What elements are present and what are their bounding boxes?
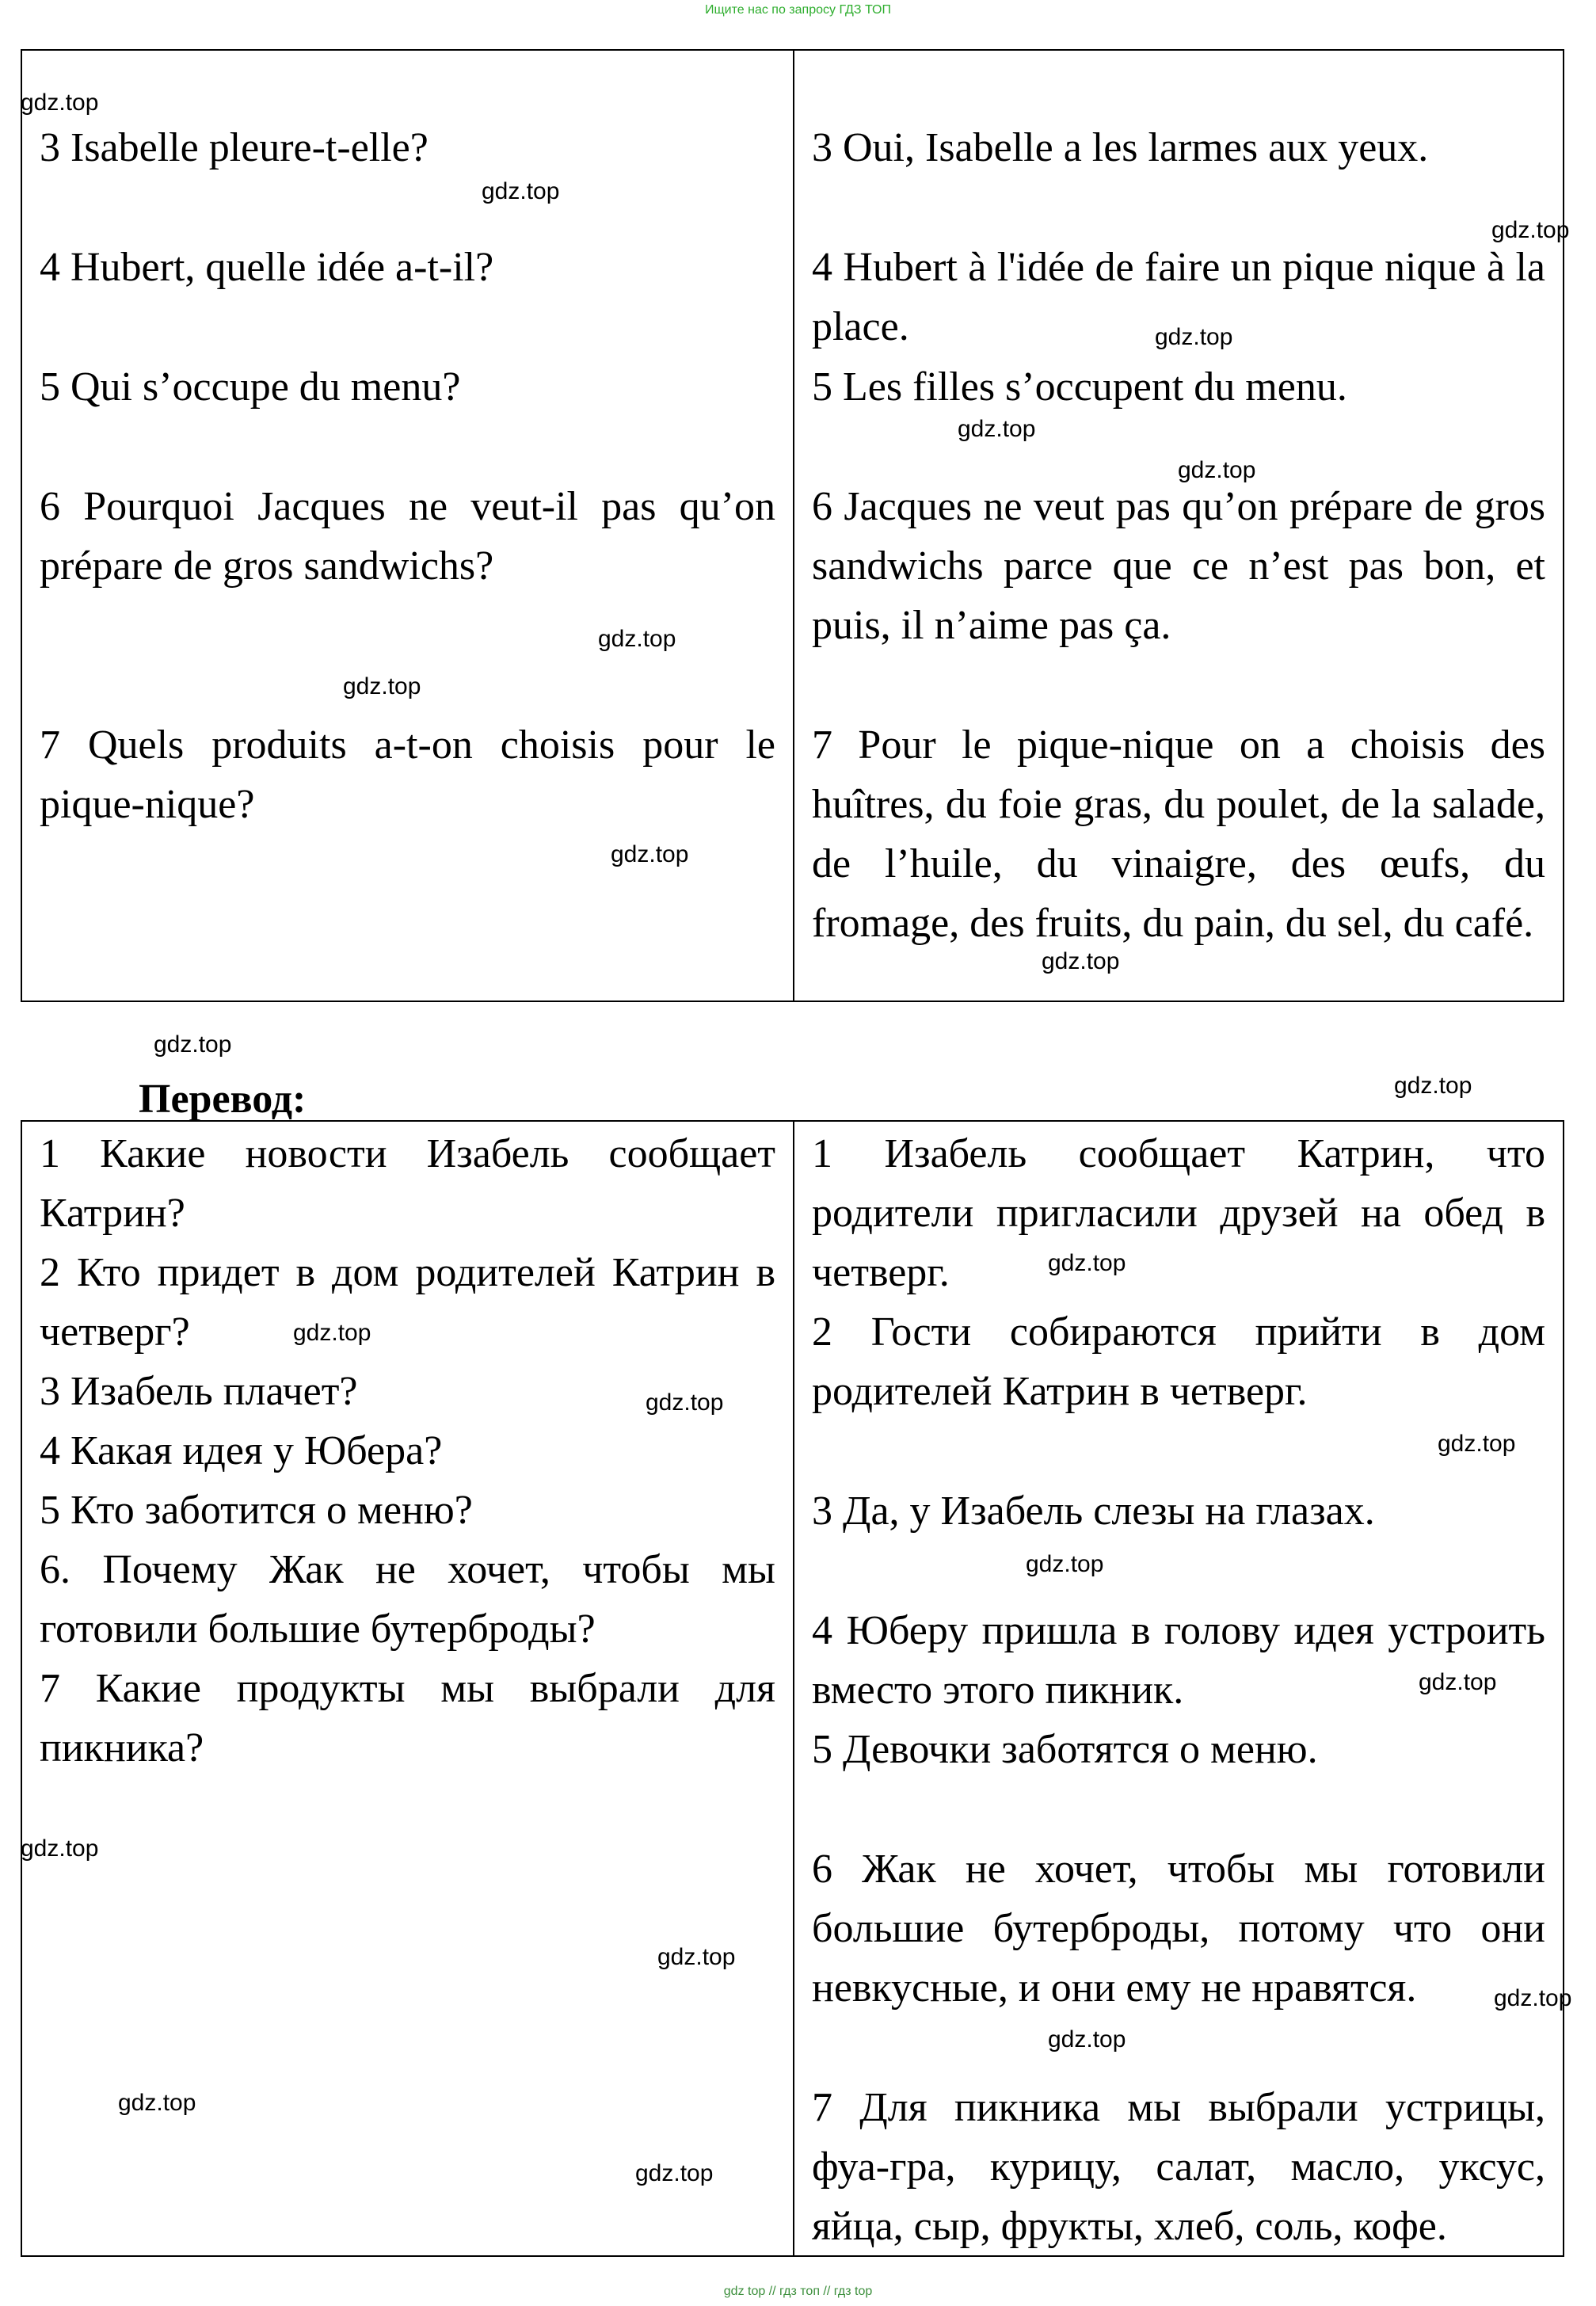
watermark: gdz.top [154,1031,232,1058]
watermark: gdz.top [1419,1669,1497,1695]
watermark: gdz.top [1438,1431,1516,1457]
russian-questions-cell [21,1121,794,2256]
watermark: gdz.top [1394,1073,1472,1099]
french-question-5: 5 Qui s’occupe du menu? [40,364,461,410]
translation-heading: Перевод: [139,1077,307,1122]
french-answer-3: 3 Oui, Isabelle a les larmes aux yeux. [812,125,1429,170]
watermark: gdz.top [958,416,1036,442]
russian-question-7: 7 Какие продукты мы выбрали для пикника? [40,1666,775,1770]
french-answer-7: 7 Pour le pique-nique on a choisis des huîtres, du foie gras, du poulet, de la salade, de l’huile, du vinaigre, des œufs, du fromage, des fruits, du pain, du sel, du café. [812,722,1545,946]
russian-qa-table [21,1120,1564,2257]
russian-question-4: 4 Какая идея у Юбера? [40,1428,443,1473]
russian-question-3: 3 Изабель плачет? [40,1369,358,1414]
watermark: gdz.top [1491,217,1570,243]
russian-question-6: 6. Почему Жак не хочет, чтобы мы готовили большие бутерброды? [40,1547,775,1652]
french-answer-6: 6 Jacques ne veut pas qu’on prépare de gros sandwichs parce que ce n’est pas bon, et puis, il n’aime pas ça. [812,484,1545,648]
watermark: gdz.top [21,1835,99,1862]
watermark: gdz.top [1048,1250,1126,1276]
watermark: gdz.top [646,1389,724,1416]
watermark: gdz.top [635,2160,714,2186]
russian-question-5: 5 Кто заботится о меню? [40,1488,473,1533]
watermark: gdz.top [1048,2026,1126,2053]
watermark: gdz.top [118,2090,196,2116]
watermark: gdz.top [1155,324,1233,350]
watermark: gdz.top [1042,948,1120,974]
watermark: gdz.top [293,1320,371,1346]
russian-answer-5: 5 Девочки заботятся о меню. [812,1727,1318,1772]
french-answers-cell [794,50,1564,1001]
french-question-7: 7 Quels produits a-t-on choisis pour le pique-nique? [40,722,775,827]
bottom-banner[interactable]: gdz top // гдз топ // гдз top [723,2285,873,2298]
russian-question-2: 2 Кто придет в дом родителей Катрин в четверг? [40,1250,775,1355]
russian-answer-2: 2 Гости собираются прийти в дом родителей Катрин в четверг. [812,1309,1545,1414]
watermark: gdz.top [21,90,99,116]
russian-answer-7: 7 Для пикника мы выбрали устрицы, фуа-гра, курицу, салат, масло, уксус, яйца, сыр, фрукты, хлеб, соль, кофе. [812,2085,1545,2249]
russian-answer-4: 4 Юберу пришла в голову идея устроить вместо этого пикник. [812,1608,1545,1713]
russian-question-1: 1 Какие новости Изабель сообщает Катрин? [40,1131,775,1236]
russian-answer-1: 1 Изабель сообщает Катрин, что родители пригласили друзей на обед в четверг. [812,1131,1545,1295]
french-answer-4: 4 Hubert à l'idée de faire un pique nique à la place. [812,245,1545,349]
watermark: gdz.top [598,626,676,652]
watermark: gdz.top [1178,457,1256,483]
russian-answer-6: 6 Жак не хочет, чтобы мы готовили большие бутерброды, потому что они невкусные, и они ему не нравятся. [812,1847,1545,2011]
french-question-6: 6 Pourquoi Jacques ne veut-il pas qu’on prépare de gros sandwichs? [40,484,775,589]
french-answer-5: 5 Les filles s’occupent du menu. [812,364,1347,410]
top-banner[interactable]: Ищите нас по запросу ГДЗ ТОП [705,3,891,17]
watermark: gdz.top [343,673,421,699]
watermark: gdz.top [482,178,560,204]
french-question-3: 3 Isabelle pleure-t-elle? [40,125,429,170]
watermark: gdz.top [1494,1985,1572,2011]
watermark: gdz.top [1026,1551,1104,1577]
russian-answer-3: 3 Да, у Изабель слезы на глазах. [812,1488,1375,1534]
watermark: gdz.top [657,1944,736,1970]
french-question-4: 4 Hubert, quelle idée a-t-il? [40,245,494,290]
french-qa-table [21,49,1564,1002]
watermark: gdz.top [611,841,689,867]
